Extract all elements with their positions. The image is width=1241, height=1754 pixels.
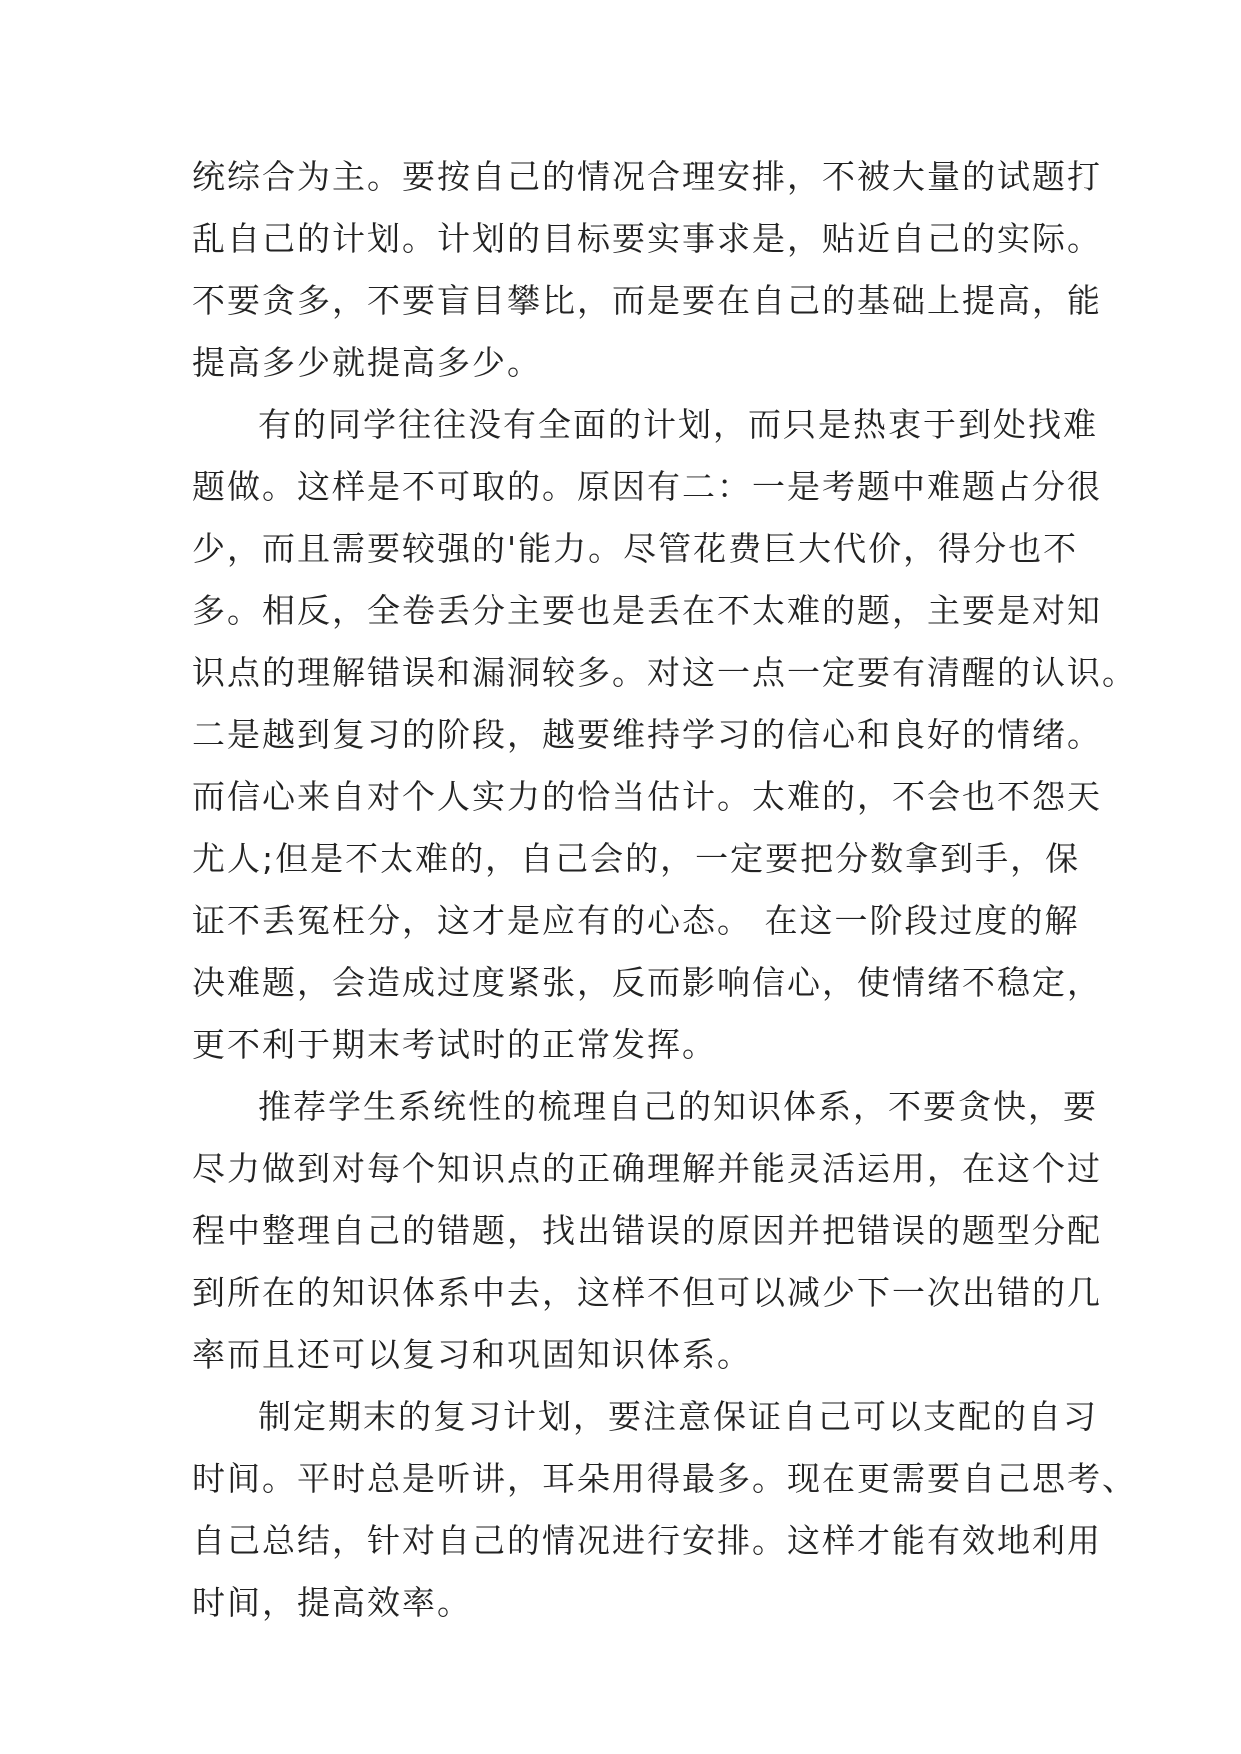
paragraph-3 bbox=[192, 1076, 1102, 1386]
text-line: 制定期末的复习计划，要注意保证自己可以支配的自习 bbox=[258, 1397, 1098, 1436]
document-body bbox=[192, 146, 1137, 1634]
text-line: 不要贪多，不要盲目攀比，而是要在自己的基础上提高，能 bbox=[192, 281, 1102, 320]
text-line: 时间，提高效率。 bbox=[192, 1583, 472, 1622]
text-line: 自己总结，针对自己的情况进行安排。这样才能有效地利用 bbox=[192, 1521, 1102, 1560]
text-line: 时间。平时总是听讲，耳朵用得最多。现在更需要自己思考、 bbox=[192, 1459, 1137, 1498]
text-line: 决难题，会造成过度紧张，反而影响信心，使情绪不稳定， bbox=[192, 963, 1102, 1002]
text-line: 识点的理解错误和漏洞较多。对这一点一定要有清醒的认识。 bbox=[192, 653, 1137, 692]
text-line: 而信心来自对个人实力的恰当估计。太难的，不会也不怨天 bbox=[192, 777, 1102, 816]
text-line: 证不丢冤枉分，这才是应有的心态。 在这一阶段过度的解 bbox=[192, 901, 1080, 940]
text-line: 程中整理自己的错题，找出错误的原因并把错误的题型分配 bbox=[192, 1211, 1102, 1250]
text-line: 更不利于期末考试时的正常发挥。 bbox=[192, 1025, 717, 1064]
text-line: 推荐学生系统性的梳理自己的知识体系，不要贪快，要 bbox=[258, 1087, 1098, 1126]
text-line: 乱自己的计划。计划的目标要实事求是，贴近自己的实际。 bbox=[192, 219, 1102, 258]
text-line: 到所在的知识体系中去，这样不但可以减少下一次出错的几 bbox=[192, 1273, 1102, 1312]
text-line: 题做。这样是不可取的。原因有二：一是考题中难题占分很 bbox=[192, 467, 1102, 506]
text-line: 多。相反，全卷丢分主要也是丢在不太难的题，主要是对知 bbox=[192, 591, 1102, 630]
text-line: 有的同学往往没有全面的计划，而只是热衷于到处找难 bbox=[258, 405, 1098, 444]
text-line: 二是越到复习的阶段，越要维持学习的信心和良好的情绪。 bbox=[192, 715, 1102, 754]
text-line: 提高多少就提高多少。 bbox=[192, 343, 542, 382]
text-line: 尽力做到对每个知识点的正确理解并能灵活运用，在这个过 bbox=[192, 1149, 1102, 1188]
paragraph-4 bbox=[192, 1386, 1137, 1634]
text-line: 少，而且需要较强的'能力。尽管花费巨大代价，得分也不 bbox=[192, 529, 1079, 568]
paragraph-1 bbox=[192, 146, 1102, 394]
text-line: 率而且还可以复习和巩固知识体系。 bbox=[192, 1335, 752, 1374]
text-line: 统综合为主。要按自己的情况合理安排，不被大量的试题打 bbox=[192, 157, 1102, 196]
paragraph-2 bbox=[192, 394, 1137, 1076]
text-line: 尤人;但是不太难的，自己会的，一定要把分数拿到手，保 bbox=[192, 839, 1081, 878]
